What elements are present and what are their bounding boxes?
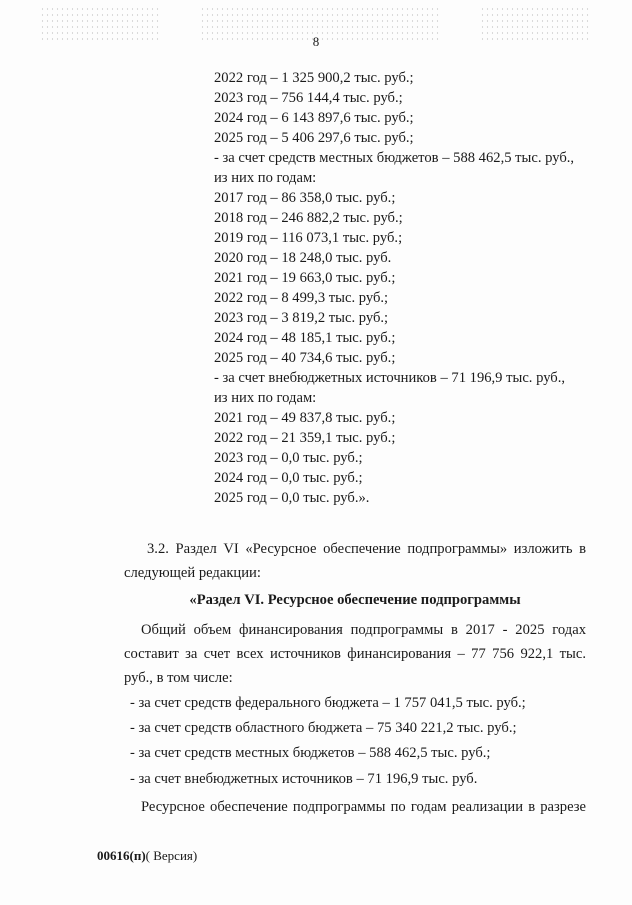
footer (97, 848, 197, 864)
list-line: 2025 год – 40 734,6 тыс. руб.; (214, 350, 396, 366)
list-line: 2017 год – 86 358,0 тыс. руб.; (214, 190, 396, 206)
list-line: из них по годам: (214, 170, 317, 186)
footer-code: 00616(п) (97, 848, 146, 863)
list-line: 2021 год – 49 837,8 тыс. руб.; (214, 410, 396, 426)
paragraph-resource: Ресурсное обеспечение подпрограммы по годам реализации в разрезе (141, 799, 586, 815)
bullet-local: - за счет средств местных бюджетов – 588 462,5 тыс. руб.; (130, 745, 491, 761)
list-line: 2023 год – 0,0 тыс. руб.; (214, 450, 363, 466)
bullet-regional: - за счет средств областного бюджета – 75 340 221,2 тыс. руб.; (130, 720, 517, 736)
footer-version: ( Версия) (145, 848, 198, 863)
list-line: 2024 год – 6 143 897,6 тыс. руб.; (214, 110, 414, 126)
list-line: 2022 год – 21 359,1 тыс. руб.; (214, 430, 396, 446)
list-line: 2022 год – 1 325 900,2 тыс. руб.; (214, 70, 414, 86)
list-line: 2018 год – 246 882,2 тыс. руб.; (214, 210, 403, 226)
list-line: из них по годам: (214, 390, 317, 406)
list-line: 2020 год – 18 248,0 тыс. руб. (214, 250, 392, 266)
list-line: 2025 год – 5 406 297,6 тыс. руб.; (214, 130, 414, 146)
list-line: 2025 год – 0,0 тыс. руб.». (214, 490, 370, 506)
list-line: 2019 год – 116 073,1 тыс. руб.; (214, 230, 403, 246)
list-line: 2023 год – 756 144,4 тыс. руб.; (214, 90, 403, 106)
funding-list (214, 68, 574, 508)
paragraph-3-2: 3.2. Раздел VI «Ресурсное обеспечение подпрограммы» изложить в следующей редакции: (124, 541, 586, 581)
section-heading: «Раздел VI. Ресурсное обеспечение подпрограммы (189, 592, 521, 608)
bullet-federal: - за счет средств федерального бюджета – 1 757 041,5 тыс. руб.; (130, 695, 526, 711)
list-line: 2022 год – 8 499,3 тыс. руб.; (214, 290, 389, 306)
paragraph-total-funding: Общий объем финансирования подпрограммы в 2017 - 2025 годах составит за счет всех источников финансирования – 77 756 922,1 тыс. руб., в том числе: (124, 622, 586, 686)
list-line: 2024 год – 0,0 тыс. руб.; (214, 470, 363, 486)
page-number: 8 (312, 34, 320, 49)
list-line: 2023 год – 3 819,2 тыс. руб.; (214, 310, 389, 326)
list-line: - за счет средств местных бюджетов – 588 462,5 тыс. руб., (214, 150, 575, 166)
bullet-extrabudgetary: - за счет внебюджетных источников – 71 196,9 тыс. руб. (130, 771, 478, 787)
list-line: - за счет внебюджетных источников – 71 196,9 тыс. руб., (214, 370, 566, 386)
list-line: 2024 год – 48 185,1 тыс. руб.; (214, 330, 396, 346)
list-line: 2021 год – 19 663,0 тыс. руб.; (214, 270, 396, 286)
